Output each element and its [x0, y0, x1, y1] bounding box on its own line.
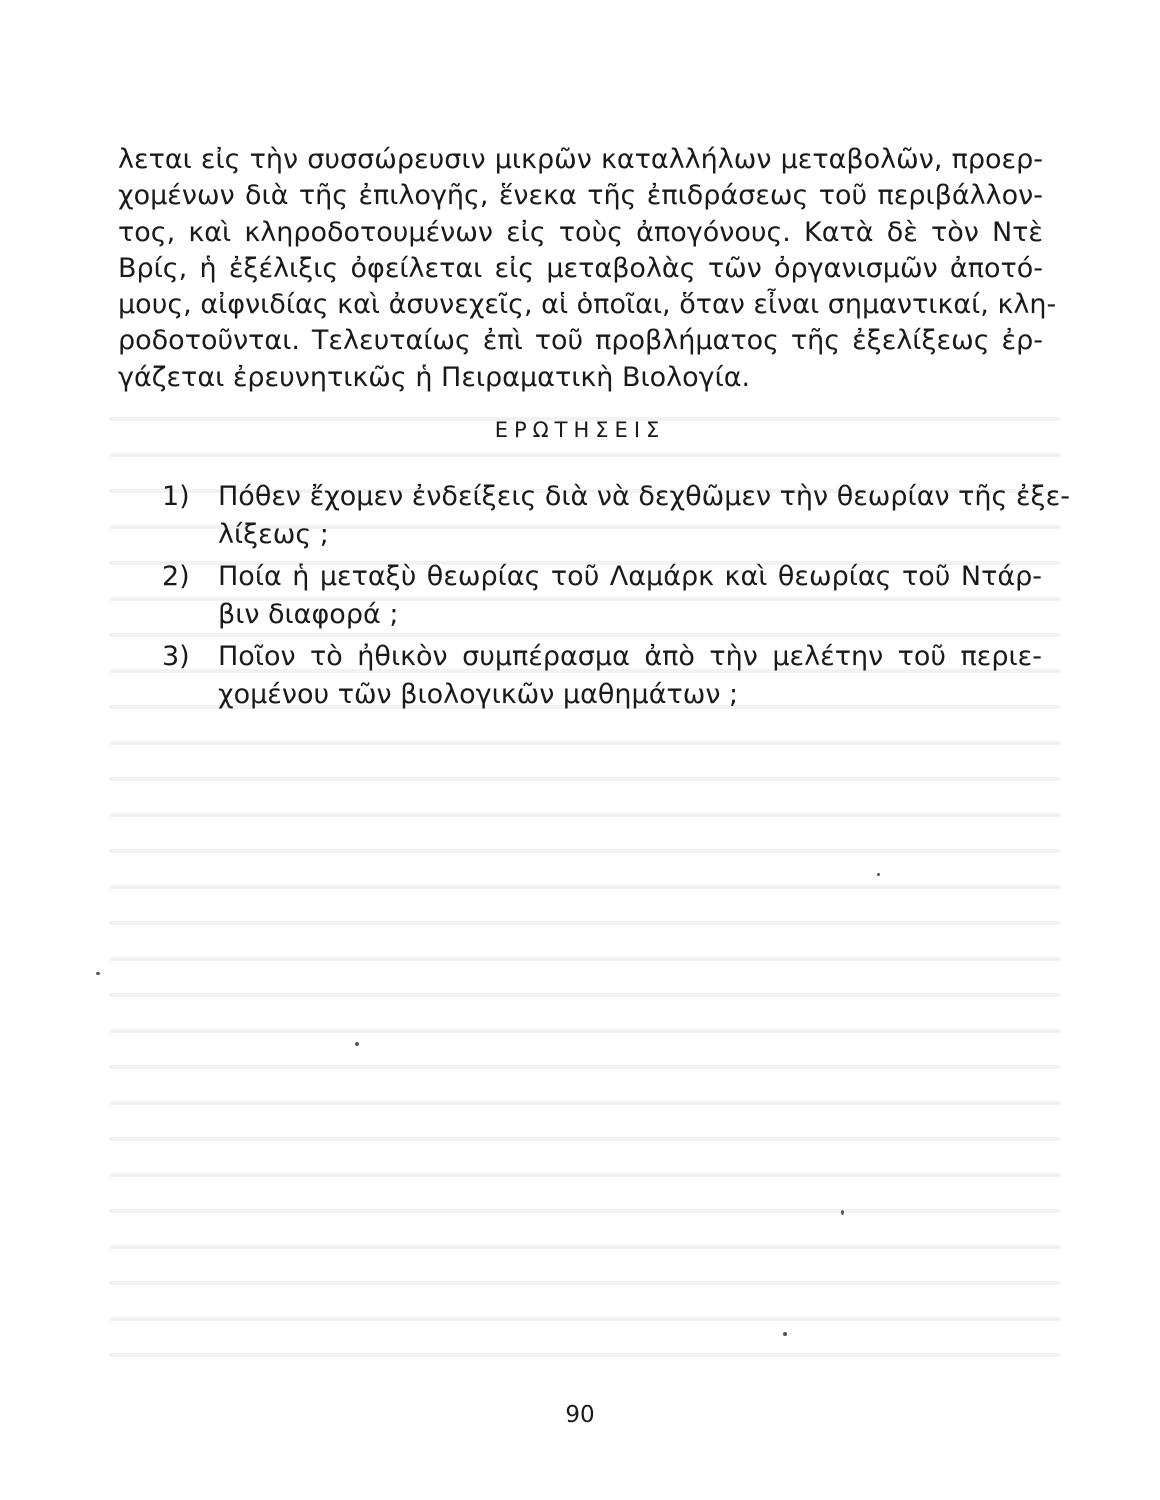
- dust-speck: [96, 972, 100, 975]
- body-paragraph: [118, 142, 1057, 396]
- question-item: [162, 638, 1042, 714]
- question-item: [162, 478, 1070, 554]
- dust-speck: [877, 873, 880, 876]
- paragraph-line: ροδοτοῦνται. Τελευταίως ἐπὶ τοῦ προβλήματος τῆς ἐξελίξεως ἐρ-: [118, 325, 1043, 357]
- paragraph-line: χομένων διὰ τῆς ἐπιλογῆς, ἕνεκα τῆς ἐπιδράσεως τοῦ περιβάλλον-: [118, 180, 1043, 212]
- questions-list: [162, 478, 1070, 718]
- question-item: [162, 558, 1042, 634]
- question-number: 3): [162, 641, 190, 672]
- question-line: Ποία ἡ μεταξὺ θεωρίας τοῦ Λαμάρκ καὶ θεωρίας τοῦ Ντάρ-: [218, 561, 1042, 592]
- question-text: [218, 478, 1070, 554]
- dust-speck: [841, 1210, 844, 1215]
- dust-speck: [783, 1332, 787, 1336]
- paragraph-line: γάζεται ἐρευνητικῶς ἡ Πειραματικὴ Βιολογία.: [118, 361, 751, 393]
- paragraph-line: τος, καὶ κληροδοτουμένων εἰς τοὺς ἀπογόνους. Κατὰ δὲ τὸν Ντὲ: [118, 216, 1043, 248]
- question-line: χομένου τῶν βιολογικῶν μαθημάτων ;: [218, 679, 739, 710]
- question-line: Ποῖον τὸ ἠθικὸν συμπέρασμα ἀπὸ τὴν μελέτην τοῦ περιε-: [218, 641, 1042, 672]
- page-number: 90: [565, 1402, 595, 1428]
- paragraph-line: Βρίς, ἡ ἐξέλιξις ὀφείλεται εἰς μεταβολὰς τῶν ὀργανισμῶν ἀποτό-: [118, 252, 1043, 284]
- question-number: 2): [162, 561, 190, 592]
- question-text: [218, 638, 1042, 714]
- question-number: 1): [162, 481, 190, 512]
- paragraph-line: λεται εἰς τὴν συσσώρευσιν μικρῶν καταλλήλων μεταβολῶν, προερ-: [118, 144, 1043, 175]
- section-heading: ΕΡΩΤΗΣΕΙΣ: [494, 418, 666, 442]
- paragraph-line: μους, αἰφνιδίας καὶ ἀσυνεχεῖς, αἱ ὁποῖαι, ὅταν εἶναι σημαντικαί, κλη-: [118, 289, 1057, 321]
- question-line: Πόθεν ἔχομεν ἐνδείξεις διὰ νὰ δεχθῶμεν τὴν θεωρίαν τῆς ἐξε-: [218, 481, 1070, 512]
- question-line: βιν διαφορά ;: [218, 599, 399, 630]
- dust-speck: [355, 1042, 359, 1046]
- question-line: λίξεως ;: [218, 519, 329, 550]
- question-text: [218, 558, 1042, 634]
